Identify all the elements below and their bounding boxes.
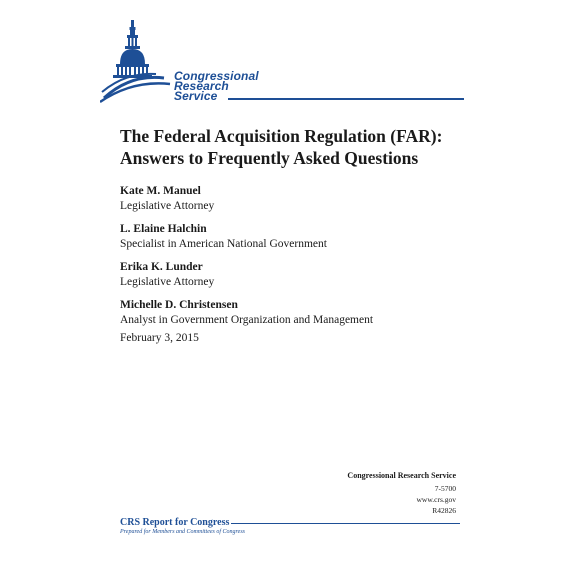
report-number: R42826 — [432, 506, 456, 515]
author-name: Kate M. Manuel — [120, 185, 201, 197]
crs-phone: 7-5700 — [434, 484, 456, 493]
report-title — [120, 125, 520, 169]
report-date: February 3, 2015 — [120, 332, 199, 344]
logo-rule — [228, 98, 464, 100]
author-name: Erika K. Lunder — [120, 261, 203, 273]
author-entry — [120, 260, 520, 290]
author-role: Legislative Attorney — [120, 276, 215, 288]
title-line-1: The Federal Acquisition Regulation (FAR): — [120, 126, 443, 146]
logo-line-2: Research — [174, 79, 229, 93]
logo-line-3: Service — [174, 89, 218, 103]
logo-line-1: Congressional — [174, 69, 259, 83]
author-role: Specialist in American National Government — [120, 238, 327, 250]
author-name: L. Elaine Halchin — [120, 223, 207, 235]
footer-title: CRS Report for Congress — [120, 517, 230, 528]
report-footer — [120, 517, 460, 535]
crs-name: Congressional Research Service — [347, 471, 456, 480]
crs-website[interactable]: www.crs.gov — [416, 495, 456, 504]
crs-logo — [100, 18, 470, 108]
title-line-2: Answers to Frequently Asked Questions — [120, 148, 419, 168]
logo-wordmark — [174, 71, 259, 101]
author-name: Michelle D. Christensen — [120, 299, 238, 311]
crs-info-block — [347, 470, 456, 516]
author-role: Legislative Attorney — [120, 200, 215, 212]
author-list — [120, 184, 520, 336]
author-entry — [120, 298, 520, 328]
footer-row — [120, 517, 460, 528]
footer-subtitle: Prepared for Members and Committees of Congress — [120, 529, 245, 535]
author-entry — [120, 222, 520, 252]
footer-rule — [231, 523, 460, 524]
author-role: Analyst in Government Organization and Management — [120, 314, 374, 326]
author-entry — [120, 184, 520, 214]
